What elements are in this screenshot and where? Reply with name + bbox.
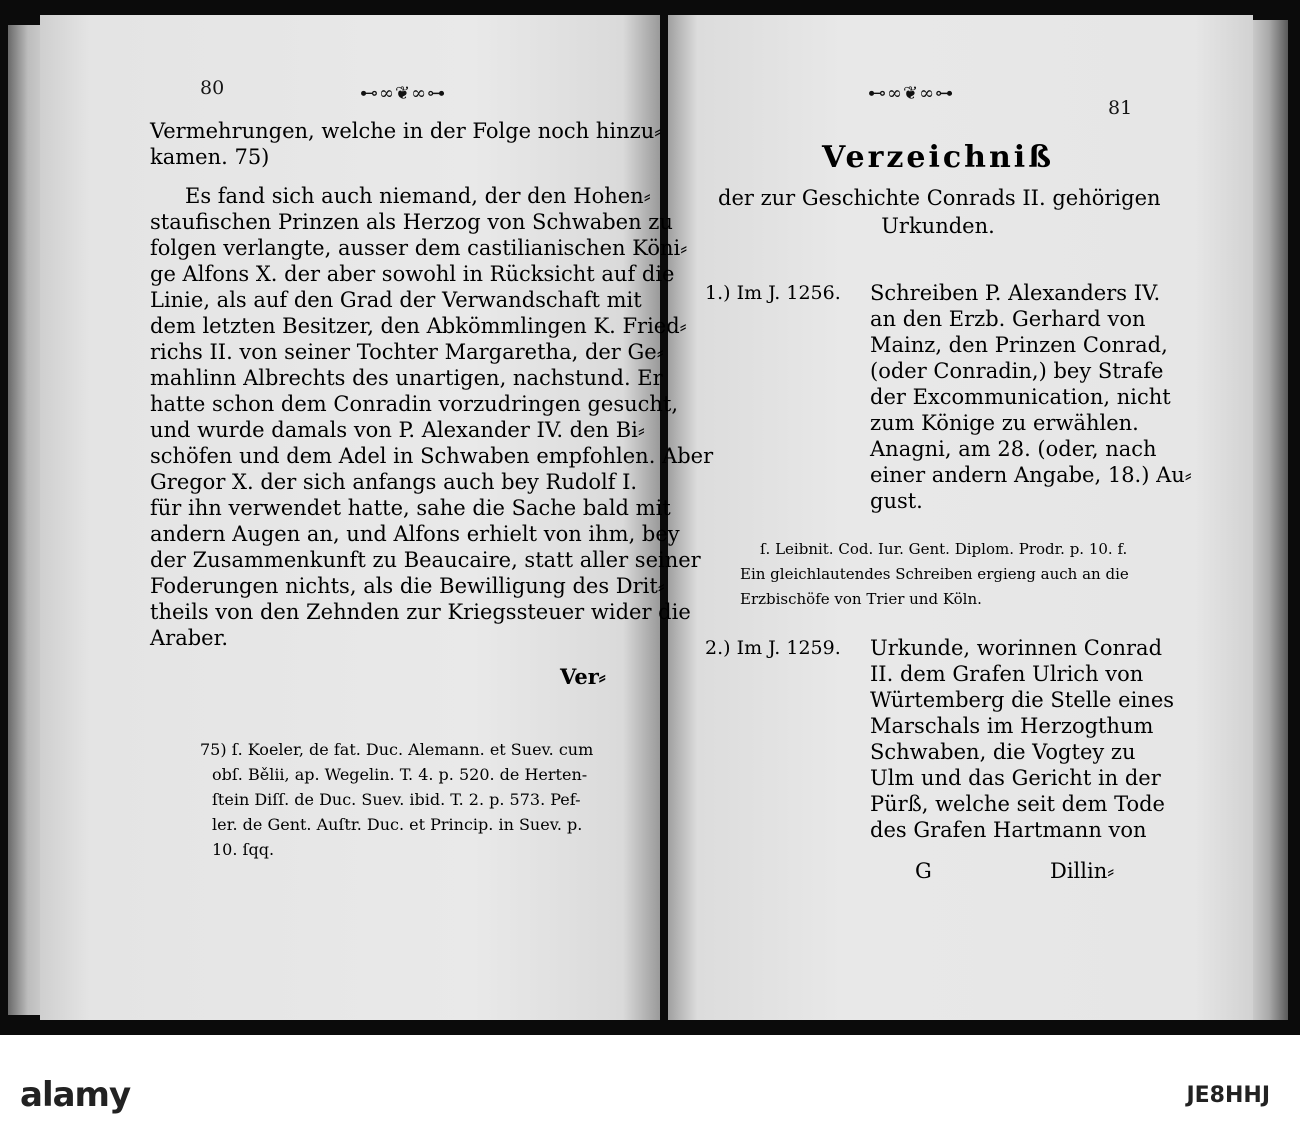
text-line: richs II. von seiner Tochter Margaretha, der Ge⸗ xyxy=(150,340,664,364)
entry-line: einer andern Angabe, 18.) Au⸗ xyxy=(870,463,1192,487)
page-number: 81 xyxy=(1108,97,1133,119)
page-number: 80 xyxy=(200,77,225,99)
entry-line: Ulm und das Gericht in der xyxy=(870,766,1161,790)
footnote-line: 75) ſ. Koeler, de fat. Duc. Alemann. et Suev. cum xyxy=(200,740,594,759)
page-subheading: Urkunden. xyxy=(881,214,995,238)
text-line: Foderungen nichts, als die Bewilligung des Drit⸗ xyxy=(150,574,665,598)
text-line: Linie, als auf den Grad der Verwandschaft mit xyxy=(150,288,642,312)
page-heading: Verzeichniß xyxy=(821,140,1054,175)
ornament-icon: ⊷∞❦∞⊶ xyxy=(360,83,447,104)
text-line: schöfen und dem Adel in Schwaben empfohlen. Aber xyxy=(150,444,714,468)
catchword: Dillin⸗ xyxy=(1050,859,1115,883)
entry-line: des Grafen Hartmann von xyxy=(870,818,1147,842)
text-line: dem letzten Besitzer, den Abkömmlingen K. Fried⸗ xyxy=(150,314,687,338)
entry-line: Schreiben P. Alexanders IV. xyxy=(870,281,1161,305)
entry-marker: 1.) Im J. 1256. xyxy=(705,282,841,304)
text-line: Gregor X. der sich anfangs auch bey Rudolf I. xyxy=(150,470,638,494)
footnote-line: ler. de Gent. Auſtr. Duc. et Princip. in Suev. p. xyxy=(212,815,583,834)
entry-line: der Excommunication, nicht xyxy=(870,385,1171,409)
right-page-edges xyxy=(1250,20,1288,1020)
entry-line: gust. xyxy=(870,489,923,513)
text-line: andern Augen an, und Alfons erhielt von ihm, bey xyxy=(150,522,680,546)
text-line: kamen. 75) xyxy=(150,145,270,169)
text-line: Vermehrungen, welche in der Folge noch hinzu⸗ xyxy=(150,119,662,143)
text-line: Es fand sich auch niemand, der den Hohen⸗ xyxy=(185,184,651,208)
entry-line: Marschals im Herzogthum xyxy=(870,714,1154,738)
footnote-line: obſ. Bělii, ap. Wegelin. T. 4. p. 520. de Herten- xyxy=(212,765,588,784)
entry-line: Schwaben, die Vogtey zu xyxy=(870,740,1136,764)
text-line: folgen verlangte, ausser dem castilianischen Köni⸗ xyxy=(150,236,688,260)
footnote-line: ſtein Diſſ. de Duc. Suev. ibid. T. 2. p. 573. Pef- xyxy=(212,790,581,809)
watermark-logo: alamy xyxy=(20,1075,131,1115)
entry-line: zum Könige zu erwählen. xyxy=(870,411,1139,435)
entry-line: Pürß, welche seit dem Tode xyxy=(870,792,1165,816)
entry-line: Würtemberg die Stelle eines xyxy=(870,688,1175,712)
catchword: Ver⸗ xyxy=(560,664,606,689)
signature-mark: G xyxy=(915,859,932,883)
reference-line: Ein gleichlautendes Schreiben ergieng auch an die xyxy=(740,565,1129,583)
watermark-code: JE8HHJ xyxy=(1186,1083,1270,1108)
page-subheading: der zur Geschichte Conrads II. gehörigen xyxy=(718,186,1161,210)
reference-line: Erzbischöfe von Trier und Köln. xyxy=(740,590,982,608)
text-line: und wurde damals von P. Alexander IV. den Bi⸗ xyxy=(150,418,645,442)
text-line: mahlinn Albrechts des unartigen, nachstund. Er xyxy=(150,366,663,390)
reference-line: ſ. Leibnit. Cod. Iur. Gent. Diplom. Prodr. p. 10. f. xyxy=(760,540,1128,558)
entry-line: II. dem Grafen Ulrich von xyxy=(870,662,1144,686)
watermark-bar xyxy=(0,1035,1300,1125)
footnote-line: 10. ſqq. xyxy=(212,840,275,859)
entry-marker: 2.) Im J. 1259. xyxy=(705,637,841,659)
text-line: der Zusammenkunft zu Beaucaire, statt aller seiner xyxy=(150,548,701,572)
text-line: ge Alfons X. der aber sowohl in Rücksicht auf die xyxy=(150,262,675,286)
text-line: hatte schon dem Conradin vorzudringen gesucht, xyxy=(150,392,679,416)
text-line: staufischen Prinzen als Herzog von Schwaben zu xyxy=(150,210,673,234)
text-line: Araber. xyxy=(150,626,229,650)
entry-line: Anagni, am 28. (oder, nach xyxy=(870,437,1157,461)
text-line: für ihn verwendet hatte, sahe die Sache bald mit xyxy=(150,496,671,520)
entry-line: Urkunde, worinnen Conrad xyxy=(870,636,1163,660)
text-line: theils von den Zehnden zur Kriegssteuer wider die xyxy=(150,600,691,624)
entry-line: an den Erzb. Gerhard von xyxy=(870,307,1146,331)
entry-line: (oder Conradin,) bey Strafe xyxy=(870,359,1164,383)
entry-line: Mainz, den Prinzen Conrad, xyxy=(870,333,1168,357)
ornament-icon: ⊷∞❦∞⊶ xyxy=(868,83,955,104)
